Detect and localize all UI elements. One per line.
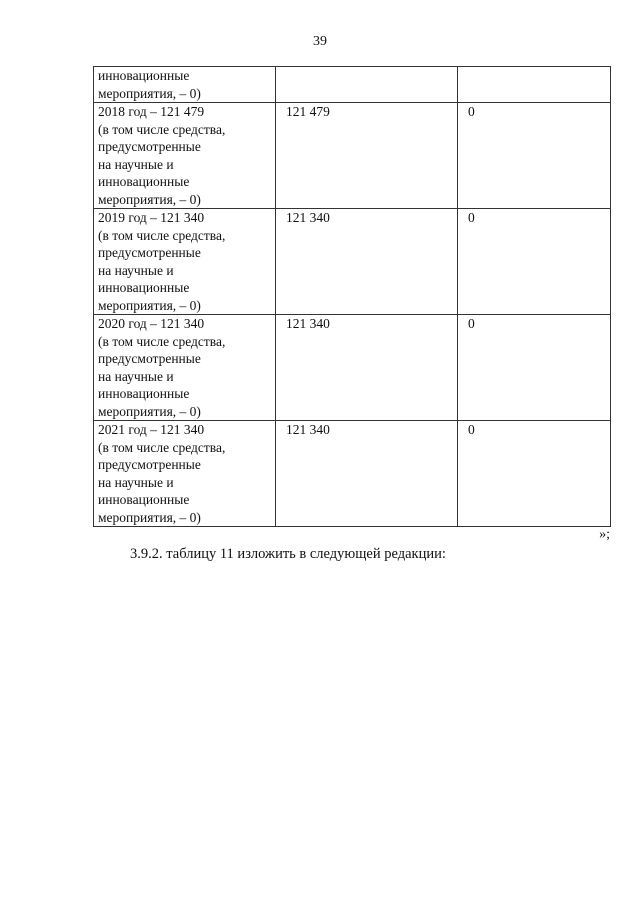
funding-table bbox=[93, 66, 611, 527]
table-cell-total: 2018 год – 121 479 (в том числе средства, предусмотренные на научные и инновационные мероприятия, – 0) bbox=[94, 103, 276, 209]
table-cell-value: 121 479 bbox=[276, 103, 458, 209]
table-row bbox=[94, 67, 611, 103]
table-cell-zero: 0 bbox=[458, 209, 611, 315]
closing-quote-mark: »; bbox=[599, 527, 610, 542]
table-cell-value: 121 340 bbox=[276, 421, 458, 527]
table-row bbox=[94, 421, 611, 527]
table-cell-value: 121 340 bbox=[276, 315, 458, 421]
table-cell-zero bbox=[458, 67, 611, 103]
table-row bbox=[94, 209, 611, 315]
table-cell-zero: 0 bbox=[458, 315, 611, 421]
table-cell-total: 2021 год – 121 340 (в том числе средства, предусмотренные на научные и инновационные мероприятия, – 0) bbox=[94, 421, 276, 527]
page-number: 39 bbox=[313, 34, 327, 49]
table-cell-zero: 0 bbox=[458, 421, 611, 527]
table-row bbox=[94, 103, 611, 209]
table-cell-total: инновационные мероприятия, – 0) bbox=[94, 67, 276, 103]
amendment-paragraph: 3.9.2. таблицу 11 изложить в следующей редакции: bbox=[130, 546, 446, 562]
table-cell-total: 2020 год – 121 340 (в том числе средства, предусмотренные на научные и инновационные мероприятия, – 0) bbox=[94, 315, 276, 421]
table-cell-total: 2019 год – 121 340 (в том числе средства, предусмотренные на научные и инновационные мероприятия, – 0) bbox=[94, 209, 276, 315]
table-cell-value bbox=[276, 67, 458, 103]
table-cell-value: 121 340 bbox=[276, 209, 458, 315]
table-row bbox=[94, 315, 611, 421]
table-cell-zero: 0 bbox=[458, 103, 611, 209]
